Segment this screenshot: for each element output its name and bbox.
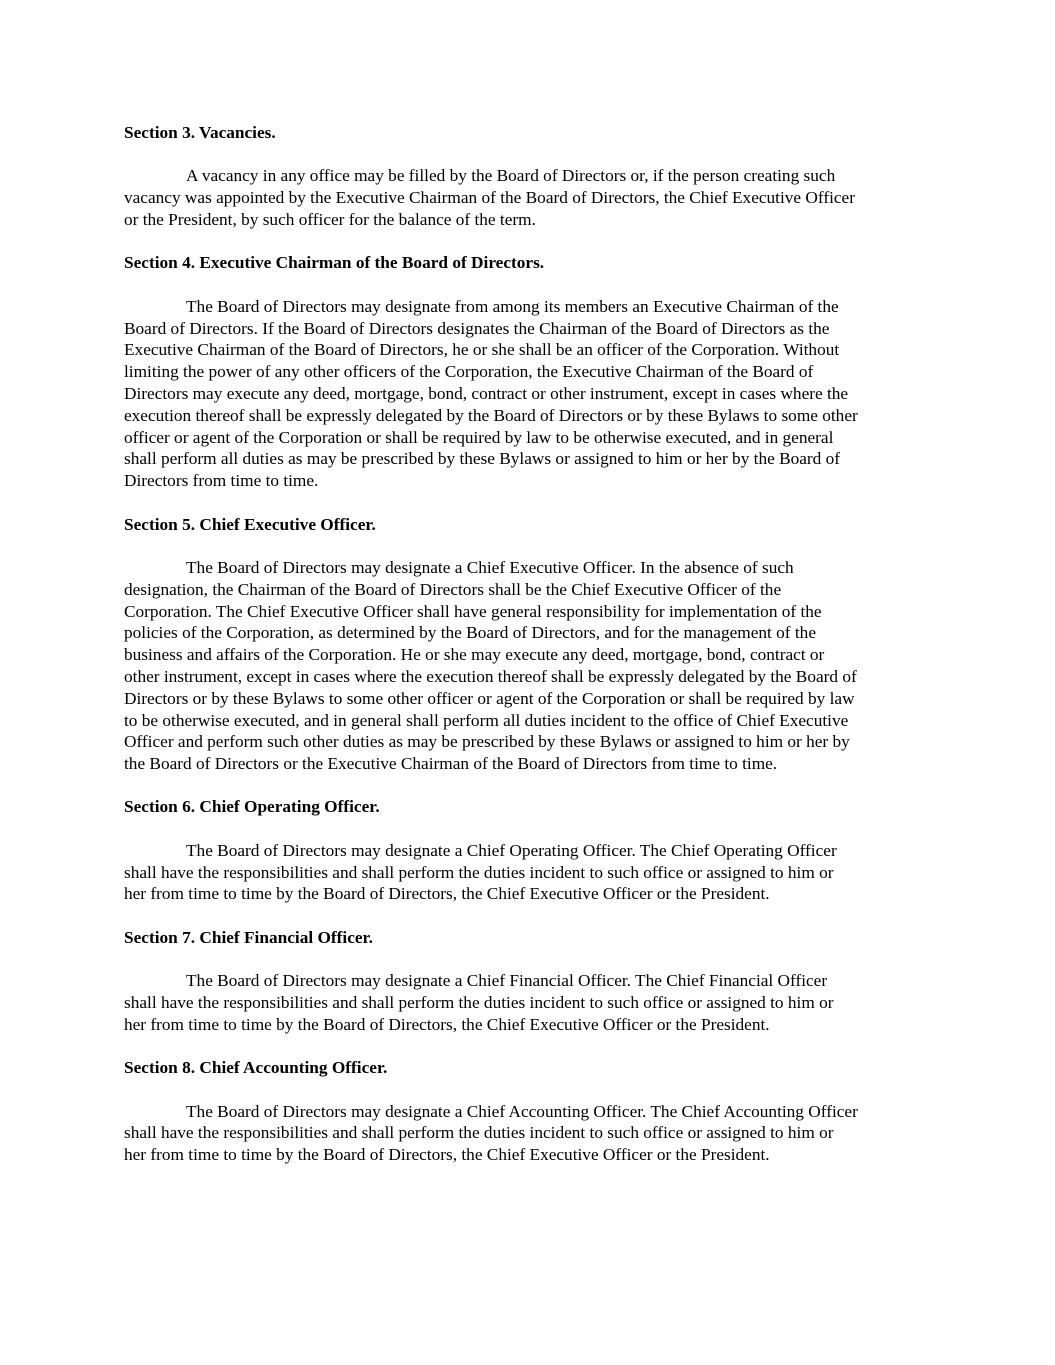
paragraph-line: Executive Chairman of the Board of Directors, he or she shall be an officer of the Corporation. Without xyxy=(124,340,840,360)
paragraph-line: Directors may execute any deed, mortgage, bond, contract or other instrument, except in cases where the xyxy=(124,383,849,403)
paragraph-line: vacancy was appointed by the Executive Chairman of the Board of Directors, the Chief Executive Officer xyxy=(124,188,855,208)
section-heading: Section 4. Executive Chairman of the Board of Directors. xyxy=(124,253,545,273)
section-paragraph xyxy=(124,557,936,775)
paragraph-line: Corporation. The Chief Executive Officer shall have general responsibility for implementation of the xyxy=(124,601,822,621)
paragraph-line: to be otherwise executed, and in general shall perform all duties incident to the office of Chief Executive xyxy=(124,710,849,730)
paragraph-line: Directors from time to time. xyxy=(124,471,319,491)
section-heading: Section 5. Chief Executive Officer. xyxy=(124,514,376,534)
paragraph-line: the Board of Directors or the Executive Chairman of the Board of Directors from time to time. xyxy=(124,754,778,774)
paragraph-line: The Board of Directors may designate a Chief Accounting Officer. The Chief Accounting Officer xyxy=(186,1101,858,1121)
paragraph-line: officer or agent of the Corporation or shall be required by law to be otherwise executed, and in general xyxy=(124,427,834,447)
paragraph-line: shall perform all duties as may be prescribed by these Bylaws or assigned to him or her by the Board of xyxy=(124,449,841,469)
paragraph-line: her from time to time by the Board of Directors, the Chief Executive Officer or the President. xyxy=(124,884,770,904)
paragraph-line: her from time to time by the Board of Directors, the Chief Executive Officer or the President. xyxy=(124,1014,770,1034)
section-block xyxy=(124,927,936,1036)
paragraph-line: Officer and perform such other duties as may be prescribed by these Bylaws or assigned to him or her by xyxy=(124,732,850,752)
paragraph-line: execution thereof shall be expressly delegated by the Board of Directors or by these Bylaws to some other xyxy=(124,405,858,425)
paragraph-line: other instrument, except in cases where the execution thereof shall be expressly delegated by the Board of xyxy=(124,666,857,686)
paragraph-line: Board of Directors. If the Board of Directors designates the Chairman of the Board of Directors as the xyxy=(124,318,830,338)
section-paragraph xyxy=(124,296,936,492)
section-block xyxy=(124,514,936,775)
paragraph-line: business and affairs of the Corporation. He or she may execute any deed, mortgage, bond, contract or xyxy=(124,645,825,665)
paragraph-line: shall have the responsibilities and shall perform the duties incident to such office or assigned to him or xyxy=(124,1123,834,1143)
paragraph-line: designation, the Chairman of the Board of Directors shall be the Chief Executive Officer of the xyxy=(124,579,782,599)
paragraph-line: The Board of Directors may designate from among its members an Executive Chairman of the xyxy=(186,296,839,316)
section-heading: Section 7. Chief Financial Officer. xyxy=(124,927,373,947)
paragraph-line: policies of the Corporation, as determined by the Board of Directors, and for the management of the xyxy=(124,623,816,643)
section-heading: Section 8. Chief Accounting Officer. xyxy=(124,1058,388,1078)
paragraph-line: Directors or by these Bylaws to some other officer or agent of the Corporation or shall be required by law xyxy=(124,688,855,708)
paragraph-line: limiting the power of any other officers of the Corporation, the Executive Chairman of the Board of xyxy=(124,362,814,382)
paragraph-line: The Board of Directors may designate a Chief Financial Officer. The Chief Financial Officer xyxy=(186,971,828,991)
section-paragraph xyxy=(124,1101,936,1166)
section-block xyxy=(124,122,936,231)
paragraph-line: shall have the responsibilities and shall perform the duties incident to such office or assigned to him or xyxy=(124,993,834,1013)
paragraph-line: The Board of Directors may designate a Chief Operating Officer. The Chief Operating Officer xyxy=(186,840,837,860)
section-heading: Section 6. Chief Operating Officer. xyxy=(124,797,380,817)
document-page xyxy=(124,122,936,1188)
paragraph-line: shall have the responsibilities and shall perform the duties incident to such office or assigned to him or xyxy=(124,862,834,882)
section-paragraph xyxy=(124,165,936,230)
paragraph-line: her from time to time by the Board of Directors, the Chief Executive Officer or the President. xyxy=(124,1145,770,1165)
section-paragraph xyxy=(124,840,936,905)
paragraph-line: The Board of Directors may designate a Chief Executive Officer. In the absence of such xyxy=(186,557,794,577)
paragraph-line: or the President, by such officer for the balance of the term. xyxy=(124,209,536,229)
sections-container xyxy=(124,122,936,1166)
section-block xyxy=(124,1057,936,1166)
paragraph-line: A vacancy in any office may be filled by the Board of Directors or, if the person creating such xyxy=(186,166,836,186)
section-paragraph xyxy=(124,970,936,1035)
section-block xyxy=(124,796,936,905)
section-heading: Section 3. Vacancies. xyxy=(124,123,276,142)
section-block xyxy=(124,252,936,492)
